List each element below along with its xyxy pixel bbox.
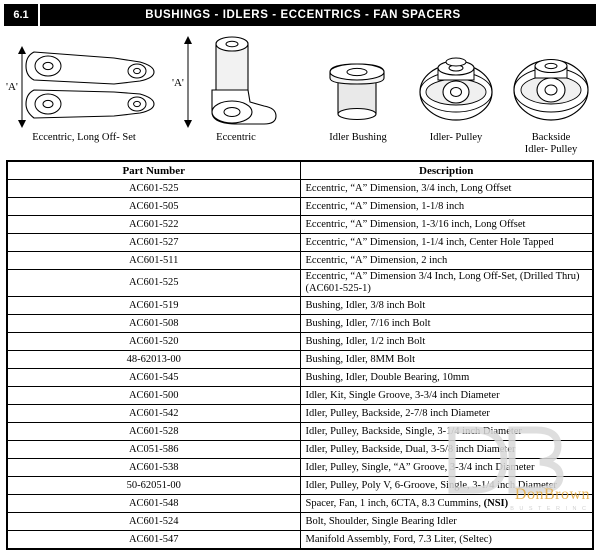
nsi-flag: (NSI) — [483, 497, 509, 509]
backside-idler-pulley-drawing — [502, 28, 600, 132]
description-text: Spacer, Fan, 1 inch, 6CTA, 8.3 Cummins, — [305, 497, 484, 509]
cell-part-number: AC601-505 — [8, 198, 301, 216]
dimension-label-a-1: 'A' — [6, 81, 18, 93]
parts-table — [7, 161, 593, 549]
cell-description: Idler, Pulley, Single, “A” Groove, 3-3/4 inch Diameter — [300, 459, 593, 477]
cell-part-number: 50-62051-00 — [8, 477, 301, 495]
cell-description — [300, 495, 593, 513]
cell-description: Bushing, Idler, 1/2 inch Bolt — [300, 333, 593, 351]
cell-part-number: AC601-525 — [8, 180, 301, 198]
cell-part-number: AC601-519 — [8, 297, 301, 315]
figure-caption-idler-pulley: Idler- Pulley — [429, 132, 483, 143]
cell-part-number: AC601-511 — [8, 252, 301, 270]
table-row — [8, 459, 593, 477]
table-row — [8, 405, 593, 423]
table-header-row — [8, 162, 593, 180]
cell-part-number: AC601-508 — [8, 315, 301, 333]
table-row — [8, 198, 593, 216]
table-row — [8, 315, 593, 333]
cell-part-number: AC601-524 — [8, 513, 301, 531]
cell-description: Bushing, Idler, Double Bearing, 10mm — [300, 369, 593, 387]
idler-pulley-drawing — [408, 28, 504, 132]
table-row — [8, 441, 593, 459]
cell-part-number: AC601-548 — [8, 495, 301, 513]
idler-bushing-art — [310, 28, 406, 132]
cell-description: Eccentric, “A” Dimension 3/4 Inch, Long Off-Set, (Drilled Thru) (AC601-525-1) — [300, 270, 593, 297]
eccentric-long-offset-art — [4, 28, 164, 132]
backside-idler-pulley-art — [502, 28, 600, 132]
table-row — [8, 333, 593, 351]
figure-eccentric-long-offset — [4, 28, 164, 144]
cell-part-number: AC601-542 — [8, 405, 301, 423]
cell-part-number: AC601-538 — [8, 459, 301, 477]
page-title: BUSHINGS - IDLERS - ECCENTRICS - FAN SPACERS — [145, 9, 461, 21]
cell-part-number: AC601-520 — [8, 333, 301, 351]
cell-part-number: AC601-527 — [8, 234, 301, 252]
table-row — [8, 495, 593, 513]
column-header-part-number: Part Number — [8, 162, 301, 180]
cell-description: Idler, Pulley, Poly V, 6-Groove, Single, 3-1/4 inch Diameter — [300, 477, 593, 495]
cell-description: Eccentric, “A” Dimension, 2 inch — [300, 252, 593, 270]
figure-caption-backside-idler-pulley — [502, 132, 600, 156]
cell-part-number: AC601-522 — [8, 216, 301, 234]
figure-caption-eccentric-long-offset: Eccentric, Long Off- Set — [32, 132, 136, 143]
cell-description: Bushing, Idler, 3/8 inch Bolt — [300, 297, 593, 315]
cell-description: Eccentric, “A” Dimension, 3/4 inch, Long Offset — [300, 180, 593, 198]
figure-backside-idler-pulley — [502, 28, 600, 156]
cell-description: Bushing, Idler, 7/16 inch Bolt — [300, 315, 593, 333]
section-header — [4, 4, 596, 26]
cell-description: Idler, Pulley, Backside, Single, 3-1/4 inch Diameter — [300, 423, 593, 441]
section-number: 6.1 — [4, 4, 40, 26]
table-row — [8, 369, 593, 387]
figure-caption-idler-bushing: Idler Bushing — [329, 132, 387, 143]
parts-table-body — [8, 180, 593, 549]
figure-idler-bushing — [310, 28, 406, 144]
table-row — [8, 216, 593, 234]
cell-part-number: AC601-547 — [8, 531, 301, 549]
cell-part-number: AC051-586 — [8, 441, 301, 459]
caption-line-1: Backside — [531, 132, 571, 143]
cell-description: Eccentric, “A” Dimension, 1-1/4 inch, Center Hole Tapped — [300, 234, 593, 252]
watermark-brand: DonBrown — [514, 486, 590, 503]
table-row — [8, 270, 593, 297]
eccentric-art — [172, 28, 300, 132]
eccentric-long-offset-drawing — [4, 28, 164, 132]
dimension-label-a-2: 'A' — [172, 77, 184, 89]
idler-bushing-drawing — [310, 28, 406, 132]
cell-part-number: 48-62013-00 — [8, 351, 301, 369]
table-row — [8, 351, 593, 369]
table-row — [8, 477, 593, 495]
cell-description: Bushing, Idler, 8MM Bolt — [300, 351, 593, 369]
parts-table-container — [6, 160, 594, 550]
cell-part-number: AC601-545 — [8, 369, 301, 387]
cell-part-number: AC601-500 — [8, 387, 301, 405]
table-row — [8, 513, 593, 531]
table-row — [8, 297, 593, 315]
table-row — [8, 423, 593, 441]
watermark-tagline: B U S T E R I N C — [510, 506, 588, 512]
table-row — [8, 234, 593, 252]
cell-description: Idler, Kit, Single Groove, 3-3/4 inch Diameter — [300, 387, 593, 405]
cell-description: Idler, Pulley, Backside, 2-7/8 inch Diameter — [300, 405, 593, 423]
table-row — [8, 252, 593, 270]
caption-line-2: Idler- Pulley — [524, 144, 578, 155]
cell-description: Eccentric, “A” Dimension, 1-1/8 inch — [300, 198, 593, 216]
cell-part-number: AC601-528 — [8, 423, 301, 441]
figure-eccentric — [172, 28, 300, 144]
figure-idler-pulley — [408, 28, 504, 144]
table-row — [8, 387, 593, 405]
cell-description: Bolt, Shoulder, Single Bearing Idler — [300, 513, 593, 531]
table-row — [8, 180, 593, 198]
cell-description: Idler, Pulley, Backside, Dual, 3-5/8 inch Diameter — [300, 441, 593, 459]
figure-band — [4, 28, 596, 156]
cell-part-number: AC601-525 — [8, 270, 301, 297]
figure-caption-eccentric: Eccentric — [216, 132, 256, 143]
cell-description: Eccentric, “A” Dimension, 1-3/16 inch, Long Offset — [300, 216, 593, 234]
idler-pulley-art — [408, 28, 504, 132]
column-header-description: Description — [300, 162, 593, 180]
eccentric-drawing — [172, 28, 300, 132]
cell-description: Manifold Assembly, Ford, 7.3 Liter, (Seltec) — [300, 531, 593, 549]
table-row — [8, 531, 593, 549]
